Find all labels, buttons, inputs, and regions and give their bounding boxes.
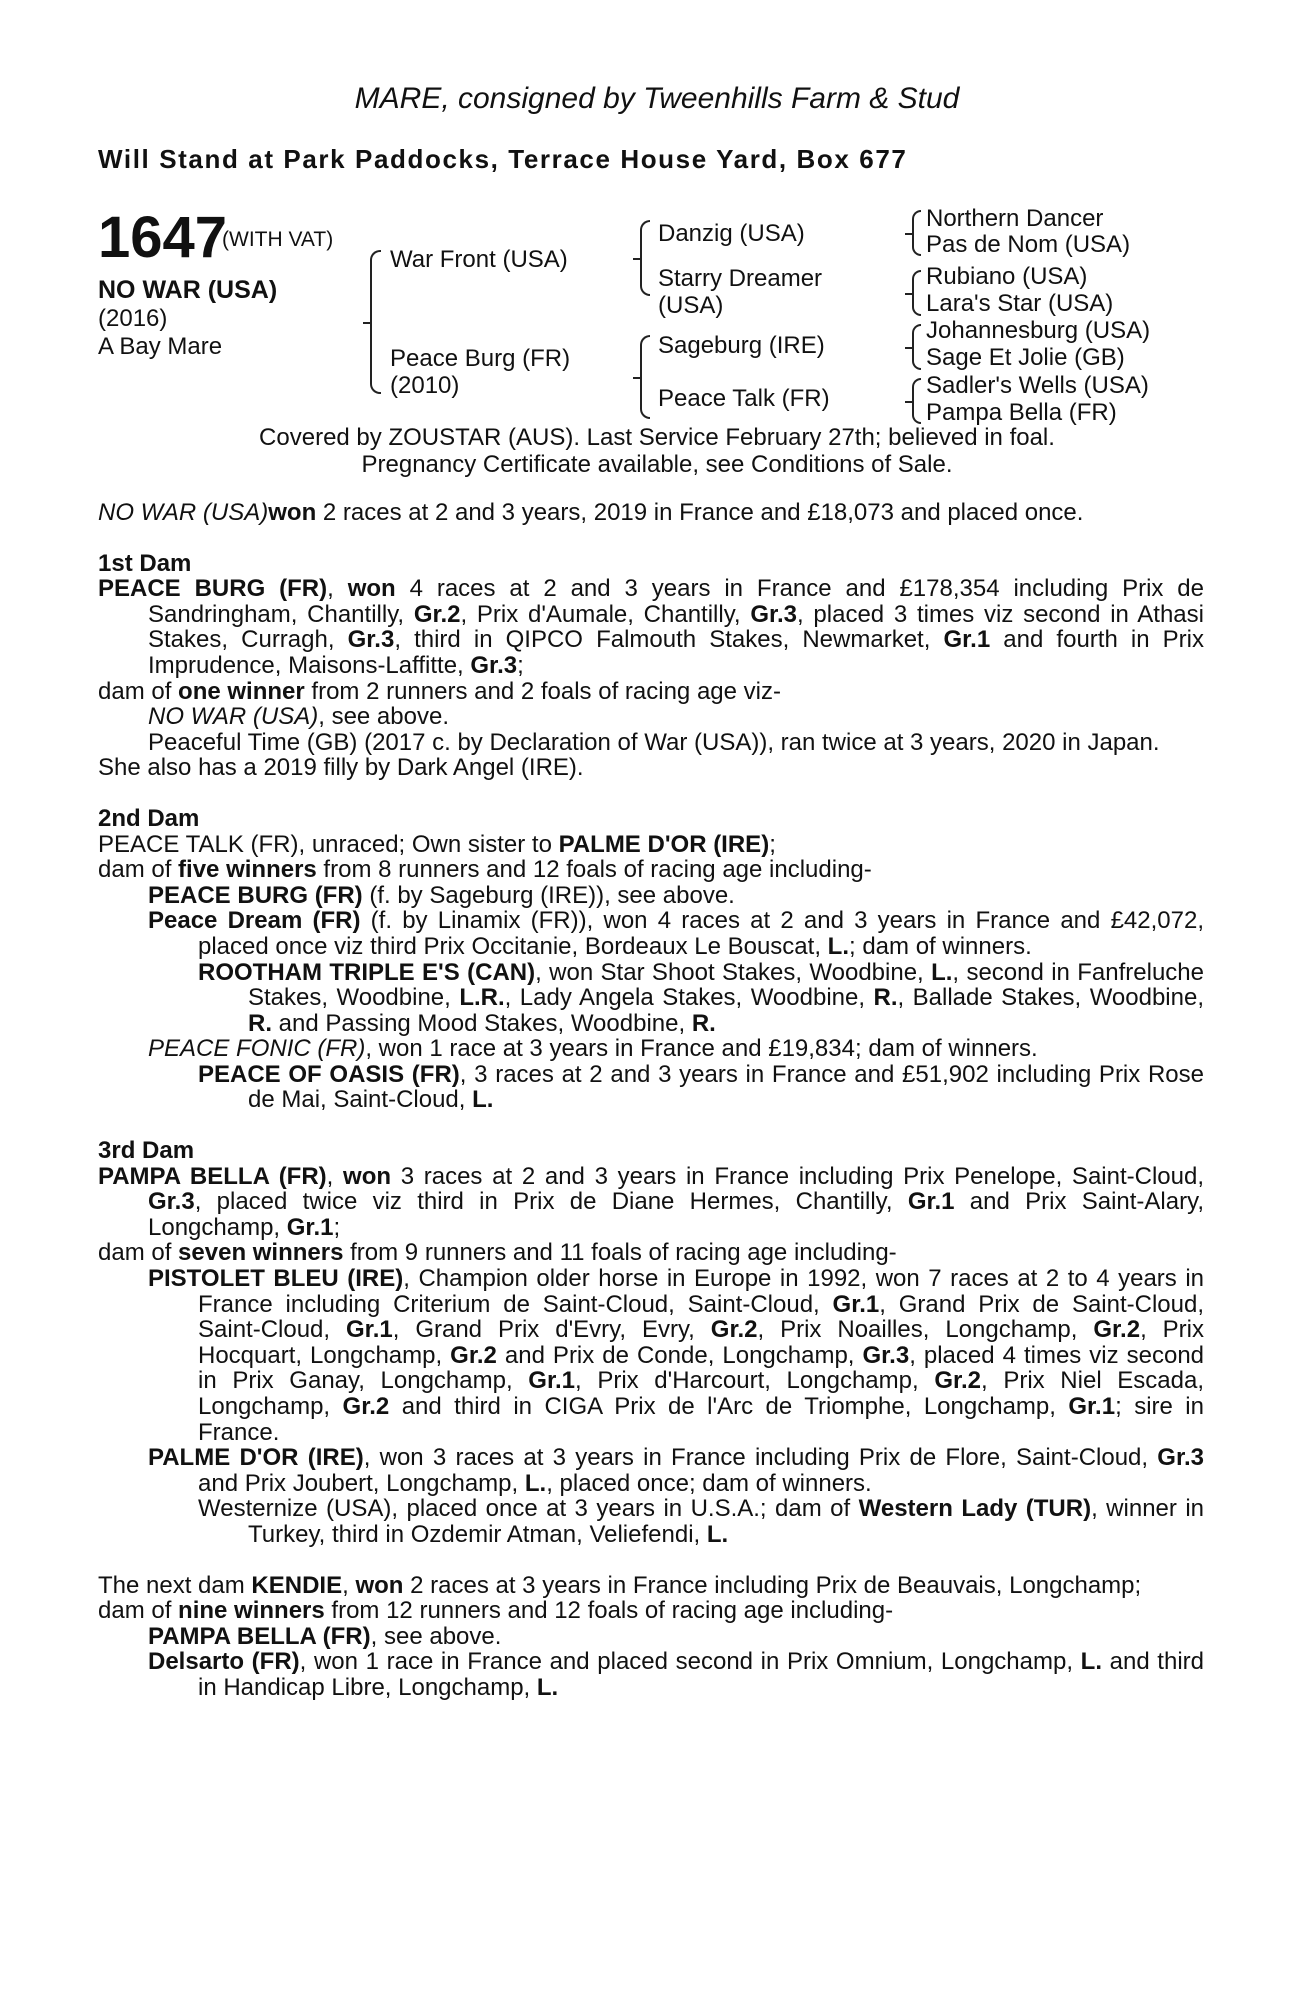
pedigree-dds: Sadler's Wells (USA) [926, 372, 1149, 399]
location-line: Will Stand at Park Paddocks, Terrace House Yard, Box 677 [98, 144, 908, 174]
bold-text: R. [691, 1009, 716, 1037]
text-run: , winner in Turkey, third in Ozdemir Atman, Veliefendi, [248, 1495, 1204, 1548]
pedigree-brace [370, 250, 381, 394]
pedigree-ddd: Pampa Bella (FR) [926, 399, 1117, 426]
text-run: from 12 runners and 12 foals of racing age including- [324, 1597, 894, 1625]
pedigree-sds: Rubiano (USA) [926, 263, 1088, 290]
bold-text: PISTOLET BLEU (IRE) [148, 1265, 404, 1293]
second-dam-heading: 2nd Dam [98, 804, 200, 832]
bold-text: L. [1080, 1648, 1102, 1676]
text-run: (f. by Sageburg (IRE)), see above. [362, 881, 735, 909]
bold-text: Gr.1 [286, 1213, 334, 1241]
pedigree-sire-sire: Danzig (USA) [658, 220, 805, 247]
bold-text: Gr.3 [148, 1188, 195, 1216]
bold-text: Gr.2 [934, 1367, 982, 1395]
summary-text: 2 races at 2 and 3 years, 2019 in France and £18,073 and placed once. [316, 499, 1084, 526]
bold-text: Gr.2 [342, 1393, 390, 1420]
catalogue-body [98, 500, 1204, 1701]
first-dam-produce [98, 679, 1204, 705]
italic-text: NO WAR (USA) [148, 703, 319, 731]
text-run: from 8 runners and 12 foals of racing age including- [316, 856, 872, 884]
first-dam-foal [98, 730, 1204, 756]
text-run: and Prix Saint-Alary, Longchamp, [148, 1188, 1204, 1241]
third-dam-record [98, 1164, 1204, 1241]
pregnancy-line: Pregnancy Certificate available, see Conditions of Sale. [361, 451, 953, 478]
third-dam-heading: 3rd Dam [98, 1137, 195, 1165]
horse-description: A Bay Mare [98, 333, 223, 360]
bold-text: Gr.1 [1068, 1393, 1116, 1420]
next-dam-foal [98, 1624, 1204, 1650]
text-run: dam of [98, 1597, 179, 1625]
text-run: , Prix Noailles, Longchamp, [757, 1316, 1094, 1344]
bold-text: Gr.2 [1093, 1316, 1141, 1344]
bold-text: won [347, 575, 396, 603]
text-run: dam of [98, 1239, 179, 1267]
text-run: , [342, 1571, 356, 1599]
pedigree-sire-dam-country: (USA) [658, 292, 724, 319]
bold-text: L. [706, 1520, 729, 1548]
text-run: , Prix d'Harcourt, Longchamp, [575, 1367, 935, 1395]
pedigree-brace [640, 335, 650, 419]
second-dam-record [98, 832, 1204, 858]
text-run: , won 1 race at 3 years in France and £19,834; dam of winners. [365, 1035, 1038, 1063]
first-dam-note [98, 755, 1204, 781]
text-run: , 3 races at 2 and 3 years in France and £51,902 including Prix Rose de Mai, Saint-Cloud, [248, 1060, 1204, 1114]
bold-text: L. [524, 1469, 547, 1497]
bold-text: five winners [178, 856, 317, 884]
text-run: and Passing Mood Stakes, Woodbine, [272, 1009, 692, 1037]
third-dam-produce [98, 1240, 1204, 1266]
text-run: dam of [98, 677, 179, 705]
pedigree-sdd: Lara's Star (USA) [926, 290, 1114, 317]
bold-text: won [343, 1162, 392, 1190]
text-run: 3 races at 2 and 3 years in France including Prix Penelope, Saint-Cloud, [391, 1162, 1204, 1190]
text-run: , Champion older horse in Europe in 1992, won 7 races at 2 to 4 years in France including Criterium de Saint-Cloud, Saint-Cloud, [198, 1265, 1204, 1318]
text-run: , [327, 575, 348, 603]
bold-text: Gr.2 [413, 600, 461, 628]
text-run: , placed twice viz third in Prix de Diane Hermes, Chantilly, [194, 1188, 908, 1216]
bold-text: KENDIE [251, 1571, 343, 1599]
text-run: ; sire in France. [198, 1393, 1204, 1446]
bold-text: L. [827, 932, 849, 960]
bold-text: Gr.1 [943, 626, 991, 654]
third-dam-foal [98, 1496, 1204, 1547]
text-run: ; dam of winners. [849, 932, 1032, 960]
bold-text: Gr.1 [346, 1316, 393, 1344]
pedigree-sire-dam: Starry Dreamer [658, 265, 823, 292]
pedigree-sss: Northern Dancer [926, 205, 1104, 232]
pedigree-dam: Peace Burg (FR) [390, 345, 571, 372]
covered-note [0, 424, 1314, 478]
text-run: , placed once; dam of winners. [546, 1469, 872, 1497]
text-run: 2 races at 3 years in France including Prix de Beauvais, Longchamp; [403, 1571, 1142, 1599]
text-run: and fourth in Prix Imprudence, Maisons-Laffitte, [148, 626, 1204, 679]
pedigree-dss: Johannesburg (USA) [926, 317, 1151, 344]
text-run: ; [517, 651, 524, 679]
horse-name: NO WAR (USA) [98, 276, 278, 304]
bold-text: Gr.1 [832, 1290, 880, 1318]
second-dam-grandfoal [98, 1062, 1204, 1113]
text-run: , see above. [370, 1622, 502, 1650]
text-run: , second in Fanfreluche Stakes, Woodbine, [248, 958, 1204, 1012]
pedigree-sire: War Front (USA) [390, 246, 568, 273]
text-run: (f. by Linamix (FR)), won 4 races at 2 and 3 years in France and £42,072, placed once viz third Prix Occitanie, Bordeaux Le Bouscat, [198, 907, 1204, 960]
text-run: , see above. [318, 703, 449, 731]
second-dam-foal [98, 883, 1204, 909]
summary-paragraph [98, 500, 1204, 526]
bold-text: PAMPA BELLA (FR) [98, 1162, 327, 1190]
bold-text: L.R. [459, 984, 505, 1012]
pedigree-ssd: Pas de Nom (USA) [926, 231, 1131, 258]
text-run: and Prix de Conde, Longchamp, [496, 1341, 863, 1369]
bold-text: L. [536, 1673, 559, 1701]
text-run: , Prix d'Aumale, Chantilly, [460, 600, 751, 628]
second-dam-grandfoal [98, 960, 1204, 1037]
pedigree-dsd: Sage Et Jolie (GB) [926, 344, 1125, 371]
bold-text: Gr.2 [710, 1316, 758, 1344]
bold-text: PALME D'OR (IRE) [148, 1444, 364, 1472]
bold-text: PEACE BURG (FR) [148, 881, 363, 909]
second-dam-produce [98, 857, 1204, 883]
bold-text: Gr.1 [528, 1367, 575, 1395]
bold-text: one winner [178, 677, 305, 705]
text-run: , Grand Prix de Saint-Cloud, Saint-Cloud, [198, 1290, 1205, 1344]
bold-text: L. [931, 958, 953, 986]
bold-text: ROOTHAM TRIPLE E'S (CAN) [198, 958, 536, 986]
horse-year: (2016) [98, 305, 168, 332]
bold-text: Peace Dream (FR) [148, 907, 361, 935]
summary-horse: NO WAR (USA) [98, 499, 269, 526]
bold-text: Gr.3 [470, 651, 518, 679]
pedigree-brace [640, 220, 650, 296]
text-run: , third in QIPCO Falmouth Stakes, Newmarket, [394, 626, 944, 654]
text-run: PEACE TALK (FR), unraced; Own sister to [98, 830, 559, 858]
text-run: The next dam [98, 1571, 252, 1599]
next-dam-foal [98, 1649, 1204, 1700]
consignment-line: MARE, consigned by Tweenhills Farm & Stud [354, 82, 960, 115]
first-dam-record [98, 576, 1204, 678]
bold-text: PAMPA BELLA (FR) [148, 1622, 371, 1650]
pedigree-brace [912, 378, 921, 424]
text-run: , won 1 race in France and placed second in Prix Omnium, Longchamp, [299, 1648, 1081, 1676]
text-run: and third in Handicap Libre, Longchamp, [198, 1648, 1204, 1701]
text-run: and Prix Joubert, Longchamp, [198, 1469, 525, 1497]
pedigree-brace [912, 270, 921, 316]
pedigree-brace [912, 210, 921, 256]
text-run: , placed 3 times viz second in Athasi Stakes, Curragh, [148, 600, 1204, 654]
text-run: 4 races at 2 and 3 years in France and £178,354 including Prix de Sandringham, Chantilly, [148, 575, 1205, 628]
vat-label: (WITH VAT) [222, 228, 334, 251]
second-dam-foal [98, 1036, 1204, 1062]
text-run: , Lady Angela Stakes, Woodbine, [504, 984, 874, 1012]
text-run: from 9 runners and 11 foals of racing age including- [343, 1239, 897, 1267]
bold-text: Western Lady (TUR) [858, 1495, 1092, 1523]
bold-text: nine winners [178, 1597, 325, 1625]
text-run: Peaceful Time (GB) (2017 c. by Declaration of War (USA)), ran twice at 3 years, 2020 in Japan. [148, 728, 1160, 756]
text-run: , won 3 races at 3 years in France including Prix de Flore, Saint-Cloud, [363, 1444, 1158, 1472]
first-dam-foal [98, 704, 1204, 730]
bold-text: Gr.3 [750, 600, 798, 628]
bold-text: Gr.3 [1157, 1444, 1204, 1472]
next-dam-record [98, 1573, 1204, 1599]
second-dam-foal [98, 908, 1204, 959]
text-run: , Prix Hocquart, Longchamp, [198, 1316, 1205, 1369]
bold-text: Gr.3 [862, 1341, 910, 1369]
third-dam-foal [98, 1266, 1204, 1445]
bold-text: seven winners [178, 1239, 344, 1267]
bold-text: Gr.3 [347, 626, 395, 654]
bold-text: PALME D'OR (IRE) [558, 830, 770, 858]
text-run: and third in CIGA Prix de l'Arc de Triomphe, Longchamp, [389, 1393, 1069, 1420]
italic-text: PEACE FONIC (FR) [148, 1035, 366, 1063]
text-run: , placed 4 times viz second in Prix Ganay, Longchamp, [198, 1341, 1205, 1395]
bold-text: Delsarto (FR) [148, 1648, 300, 1676]
text-run: ; [333, 1213, 341, 1241]
text-run: dam of [98, 856, 179, 884]
first-dam-heading: 1st Dam [98, 549, 192, 577]
text-run: Westernize (USA), placed once at 3 years in U.S.A.; dam of [198, 1495, 859, 1523]
text-run: She also has a 2019 filly by Dark Angel (IRE). [98, 754, 584, 782]
next-dam-produce [98, 1598, 1204, 1624]
summary-won: won [268, 499, 317, 526]
text-run: , Ballade Stakes, Woodbine, [897, 984, 1205, 1012]
pedigree-dam-year: (2010) [390, 372, 460, 399]
covered-line: Covered by ZOUSTAR (AUS). Last Service February 27th; believed in foal. [259, 424, 1055, 451]
pedigree-brace [912, 324, 921, 370]
bold-text: PEACE BURG (FR) [98, 575, 328, 603]
text-run: , Grand Prix d'Evry, Evry, [392, 1316, 711, 1344]
text-run: , Prix Niel Escada, Longchamp, [198, 1367, 1205, 1420]
bold-text: PEACE OF OASIS (FR) [198, 1060, 460, 1088]
text-run: ; [769, 830, 776, 858]
bold-text: won [355, 1571, 404, 1599]
bold-text: L. [472, 1086, 494, 1114]
bold-text: R. [248, 1009, 272, 1037]
lot-number: 1647 [98, 205, 228, 270]
text-run: , [326, 1162, 344, 1190]
text-run: , won Star Shoot Stakes, Woodbine, [535, 958, 932, 986]
text-run: from 2 runners and 2 foals of racing age viz- [304, 677, 781, 705]
pedigree-dam-sire: Sageburg (IRE) [658, 332, 825, 359]
pedigree-dam-dam: Peace Talk (FR) [658, 385, 830, 412]
bold-text: Gr.2 [450, 1341, 497, 1369]
bold-text: Gr.1 [907, 1188, 955, 1216]
third-dam-foal [98, 1445, 1204, 1496]
bold-text: R. [873, 984, 898, 1012]
